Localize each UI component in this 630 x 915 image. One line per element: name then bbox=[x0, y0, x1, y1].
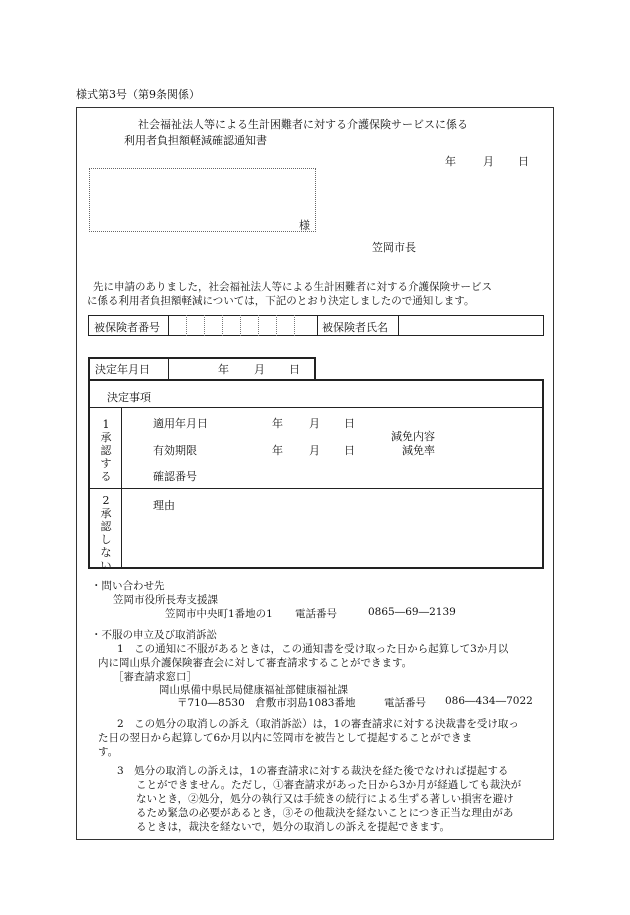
title-line-1: 社会福祉法人等による生計困難者に対する介護保険サービスに係る bbox=[138, 118, 468, 131]
digit-divider bbox=[186, 315, 187, 336]
valid-period-month: 月 bbox=[309, 444, 320, 457]
contact-dept: 笠岡市役所長寿支援課 bbox=[113, 594, 218, 606]
digit-divider bbox=[222, 315, 223, 336]
date-year: 年 bbox=[445, 155, 456, 168]
issuer: 笠岡市長 bbox=[372, 241, 416, 254]
apply-date-day: 日 bbox=[344, 417, 355, 430]
intro-line-2: に係る利用者負担額軽減については，下記のとおり決定しましたので通知します。 bbox=[87, 295, 475, 307]
appeal-p3-line-5: るときは，裁決を経ないで，処分の取消しの訴えを提起できます。 bbox=[136, 821, 450, 833]
contact-phone: 0865―69―2139 bbox=[368, 606, 456, 618]
contact-heading: ・問い合わせ先 bbox=[91, 580, 165, 592]
insured-number-label: 被保険者番号 bbox=[94, 321, 160, 334]
decision-date-year: 年 bbox=[218, 363, 229, 376]
form-number: 様式第3号（第9条関係） bbox=[76, 88, 200, 101]
addressee-box[interactable] bbox=[89, 168, 316, 232]
divider bbox=[398, 315, 399, 336]
divider bbox=[317, 315, 318, 336]
date-month: 月 bbox=[483, 155, 494, 168]
appeal-p3-line-3: ないとき，②処分，処分の執行又は手続きの続行による生ずる著しい損害を避け bbox=[136, 793, 514, 805]
valid-period-year: 年 bbox=[272, 444, 283, 457]
title-line-2: 利用者負担額軽減確認通知書 bbox=[124, 134, 267, 147]
appeal-window-phone: 086―434―7022 bbox=[445, 695, 533, 707]
appeal-window-dept: 岡山県備中県民局健康福祉部健康福祉課 bbox=[159, 684, 348, 696]
apply-date-label: 適用年月日 bbox=[153, 417, 208, 430]
approve-number: 1 bbox=[102, 418, 110, 431]
reduction-content-label: 減免内容 bbox=[391, 430, 435, 443]
insured-name-label: 被保険者氏名 bbox=[322, 321, 388, 334]
appeal-p2-line-2: た日の翌日から起算して6か月以内に笠岡市を被告として提起することができま bbox=[98, 732, 473, 744]
appeal-window-label: ［審査請求窓口］ bbox=[113, 671, 197, 683]
digit-divider bbox=[240, 315, 241, 336]
appeal-p2-line-3: す。 bbox=[98, 746, 119, 758]
decision-date-label: 決定年月日 bbox=[95, 363, 150, 376]
digit-divider bbox=[294, 315, 295, 336]
table-divider bbox=[89, 488, 543, 489]
appeal-p3-line-2: ことができません。ただし，①審査請求があった日から3か月が経過しても裁決が bbox=[136, 779, 522, 791]
appeal-p3-line-4: るため緊急の必要があるとき，③その他裁決を経ないことにつき正当な理由があ bbox=[136, 807, 514, 819]
decision-items-label: 決定事項 bbox=[107, 391, 151, 404]
appeal-window-phone-label: 電話番号 bbox=[384, 697, 426, 709]
apply-date-month: 月 bbox=[309, 417, 320, 430]
addressee-suffix: 様 bbox=[299, 219, 310, 232]
divider bbox=[168, 357, 169, 379]
decision-date-month: 月 bbox=[254, 363, 265, 376]
digit-divider bbox=[258, 315, 259, 336]
approve-label: 承認する bbox=[100, 431, 112, 483]
decision-date-day: 日 bbox=[289, 363, 300, 376]
intro-line-1: 先に申請のありました，社会福祉法人等による生計困難者に対する介護保険サービス bbox=[93, 281, 492, 293]
date-day: 日 bbox=[518, 155, 529, 168]
appeal-p1-line-1: 1 この通知に不服があるときは，この通知書を受け取った日から起算して3か月以 bbox=[117, 643, 509, 655]
reject-number: 2 bbox=[102, 494, 110, 507]
divider bbox=[168, 315, 169, 336]
appeal-window-address: 〒710―8530 倉敷市羽島1083番地 bbox=[177, 697, 356, 709]
appeal-heading: ・不服の申立及び取消訴訟 bbox=[91, 629, 217, 641]
digit-divider bbox=[276, 315, 277, 336]
contact-address: 笠岡市中央町1番地の1 bbox=[165, 608, 273, 620]
appeal-p3-line-1: 3 処分の取消しの訴えは，1の審査請求に対する裁決を経た後でなければ提起する bbox=[117, 765, 509, 777]
apply-date-year: 年 bbox=[272, 417, 283, 430]
valid-period-label: 有効期限 bbox=[153, 444, 197, 457]
table-divider bbox=[89, 407, 543, 408]
digit-divider bbox=[204, 315, 205, 336]
valid-period-day: 日 bbox=[344, 444, 355, 457]
reduction-rate-label: 減免率 bbox=[402, 444, 435, 457]
reject-label: 承認しない bbox=[100, 507, 112, 572]
contact-phone-label: 電話番号 bbox=[295, 608, 337, 620]
appeal-p2-line-1: 2 この処分の取消しの訴え（取消訴訟）は，1の審査請求に対する決裁書を受け取っ bbox=[117, 718, 519, 730]
reason-label: 理由 bbox=[153, 499, 175, 512]
appeal-p1-line-2: 内に岡山県介護保険審査会に対して審査請求することができます。 bbox=[98, 657, 413, 669]
confirm-number-label: 確認番号 bbox=[153, 470, 197, 483]
